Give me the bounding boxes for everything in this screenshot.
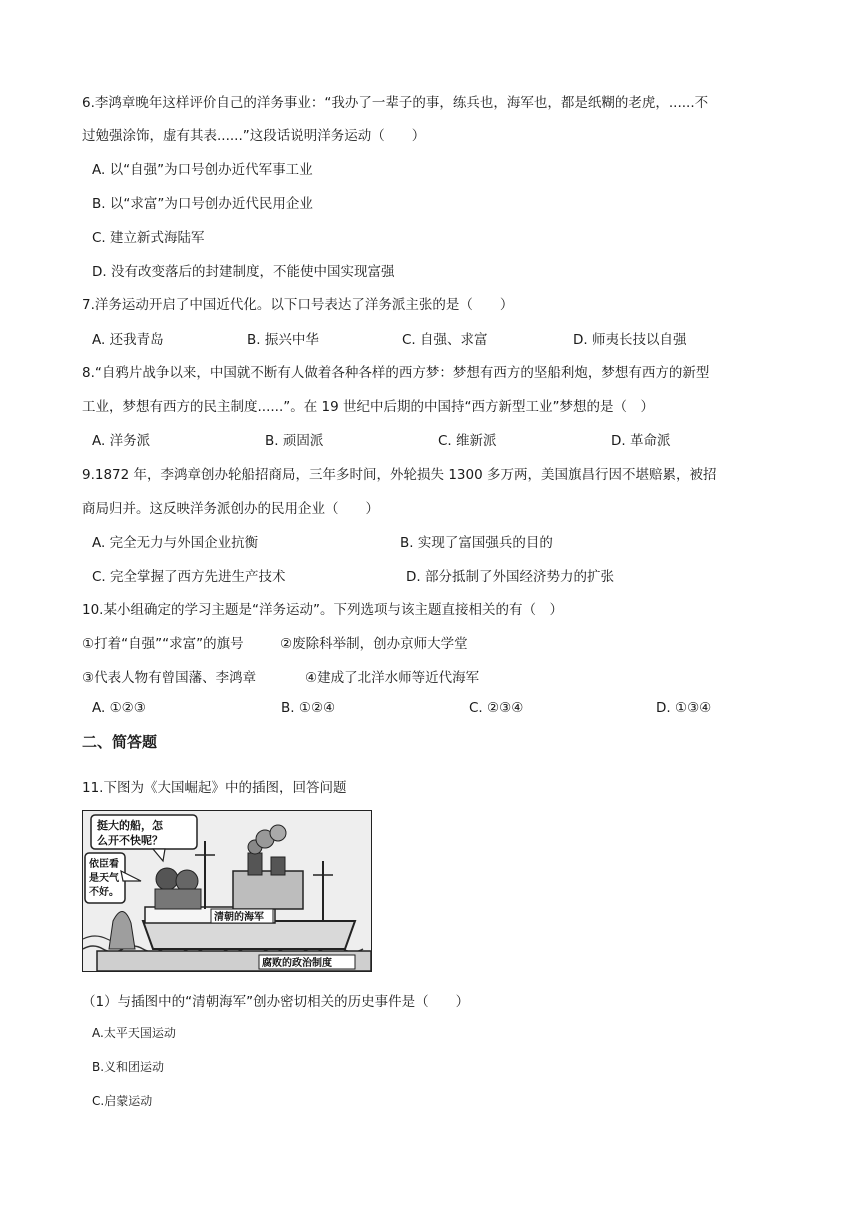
- cartoon-bubble2-line3: 不好。: [89, 887, 119, 898]
- section-heading: 二、简答题: [82, 733, 158, 751]
- cartoon-ship-label: 清朝的海军: [214, 912, 264, 923]
- q10-option-d[interactable]: D. ①③④: [656, 700, 712, 716]
- q9-option-c[interactable]: C. 完全掌握了西方先进生产技术: [92, 569, 286, 585]
- q10-option-c[interactable]: C. ②③④: [469, 700, 524, 716]
- q10-item-4: ④建成了北洋水师等近代海军: [305, 670, 480, 686]
- q11-option-c[interactable]: C.启蒙运动: [92, 1094, 153, 1108]
- q11-stem: 11.下图为《大国崛起》中的插图，回答问题: [82, 780, 347, 796]
- q11-option-a[interactable]: A.太平天国运动: [92, 1026, 176, 1040]
- q8-option-d[interactable]: D. 革命派: [611, 433, 671, 449]
- q9-stem-line2: 商局归并。这反映洋务派创办的民用企业（ ）: [82, 501, 379, 517]
- q6-option-b[interactable]: B. 以“求富”为口号创办近代民用企业: [92, 196, 313, 212]
- cartoon-bubble2-line1: 依臣看: [89, 859, 119, 870]
- q6-stem-line2: 过勉强涂饰，虚有其表......”这段话说明洋务运动（ ）: [82, 128, 426, 144]
- cartoon-base-label: 腐败的政治制度: [262, 958, 332, 969]
- q10-option-a[interactable]: A. ①②③: [92, 700, 146, 716]
- q10-item-1: ①打着“自强”“求富”的旗号: [82, 636, 244, 652]
- q7-option-b[interactable]: B. 振兴中华: [247, 332, 319, 348]
- cartoon-illustration: [82, 810, 372, 972]
- cartoon-bubble2-line2: 是天气: [89, 873, 119, 884]
- q9-option-b[interactable]: B. 实现了富国强兵的目的: [400, 535, 553, 551]
- q7-option-a[interactable]: A. 还我青岛: [92, 332, 164, 348]
- q10-option-b[interactable]: B. ①②④: [281, 700, 336, 716]
- q6-option-c[interactable]: C. 建立新式海陆军: [92, 230, 205, 246]
- q9-option-d[interactable]: D. 部分抵制了外国经济势力的扩张: [406, 569, 614, 585]
- q7-stem: 7.洋务运动开启了中国近代化。以下口号表达了洋务派主张的是（ ）: [82, 297, 514, 313]
- q9-stem-line1: 9.1872 年，李鸿章创办轮船招商局，三年多时间，外轮损失 1300 多万两，美国旗昌行因不堪赔累，被招: [82, 467, 717, 483]
- q10-stem: 10.某小组确定的学习主题是“洋务运动”。下列选项与该主题直接相关的有（ ）: [82, 602, 563, 618]
- q7-option-c[interactable]: C. 自强、求富: [402, 332, 488, 348]
- q6-stem-line1: 6.李鸿章晚年这样评价自己的洋务事业：“我办了一辈子的事，练兵也，海军也，都是纸糊的老虎，......不: [82, 95, 709, 111]
- q9-option-a[interactable]: A. 完全无力与外国企业抗衡: [92, 535, 259, 551]
- q11-sub1-stem: （1）与插图中的“清朝海军”创办密切相关的历史事件是（ ）: [82, 994, 470, 1010]
- q6-option-a[interactable]: A. 以“自强”为口号创办近代军事工业: [92, 162, 313, 178]
- q8-stem-line1: 8.“自鸦片战争以来，中国就不断有人做着各种各样的西方梦：梦想有西方的坚船利炮，梦想有西方的新型: [82, 365, 710, 381]
- q10-item-2: ②废除科举制，创办京师大学堂: [280, 636, 468, 652]
- q6-option-d[interactable]: D. 没有改变落后的封建制度，不能使中国实现富强: [92, 264, 395, 280]
- q11-option-b[interactable]: B.义和团运动: [92, 1060, 165, 1074]
- q10-item-3: ③代表人物有曾国藩、李鸿章: [82, 670, 257, 686]
- q8-option-c[interactable]: C. 维新派: [438, 433, 497, 449]
- q8-option-b[interactable]: B. 顽固派: [265, 433, 324, 449]
- cartoon-bubble1-line2: 么开不快呢？: [97, 834, 163, 847]
- cartoon-bubble1-line1: 挺大的船，怎: [97, 819, 163, 832]
- q8-stem-line2: 工业，梦想有西方的民主制度......”。在 19 世纪中后期的中国持“西方新型工业”梦想的是（ ）: [82, 399, 654, 415]
- q8-option-a[interactable]: A. 洋务派: [92, 433, 151, 449]
- q7-option-d[interactable]: D. 师夷长技以自强: [573, 332, 687, 348]
